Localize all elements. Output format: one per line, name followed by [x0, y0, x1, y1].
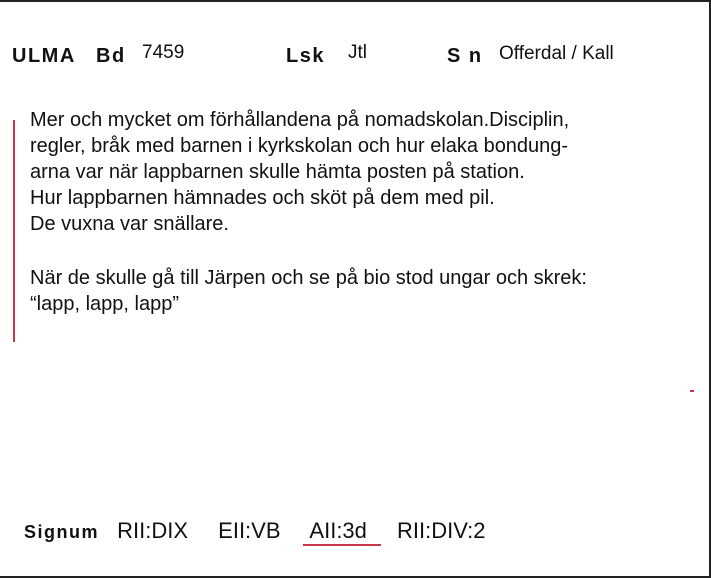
- signum-code: RII:DIV:2: [397, 518, 486, 543]
- signum-code: EII:VB: [218, 518, 281, 543]
- body-line: Hur lappbarnen hämnades och sköt på dem med pil.: [30, 187, 495, 209]
- red-mark: [690, 390, 694, 392]
- red-margin-line: [13, 120, 15, 342]
- paragraph-gap: [30, 237, 690, 265]
- signum-label: Signum: [24, 522, 99, 542]
- archive-label: ULMA: [12, 45, 76, 67]
- sn-label: S n: [447, 45, 483, 67]
- lsk-value: Jtl: [348, 42, 367, 63]
- body-line: När de skulle gå till Järpen och se på bio stod ungar och skrek:: [30, 267, 587, 289]
- body-line: arna var när lappbarnen skulle hämta posten på station.: [30, 161, 525, 183]
- bd-label: Bd: [96, 45, 126, 67]
- sn-value: Offerdal / Kall: [499, 43, 614, 64]
- card-body-text: [30, 107, 690, 317]
- bd-value: 7459: [142, 42, 185, 63]
- signum-code-underlined: AII:3d: [309, 518, 367, 543]
- body-line: regler, bråk med barnen i kyrkskolan och hur elaka bondung-: [30, 135, 569, 157]
- body-line: Mer och mycket om förhållandena på nomadskolan.Disciplin,: [30, 109, 570, 131]
- lsk-label: Lsk: [286, 45, 325, 67]
- body-line: De vuxna var snällare.: [30, 213, 229, 235]
- body-line: “lapp, lapp, lapp”: [30, 293, 179, 315]
- signum-code: RII:DIX: [117, 518, 189, 543]
- signum-row: [24, 516, 509, 547]
